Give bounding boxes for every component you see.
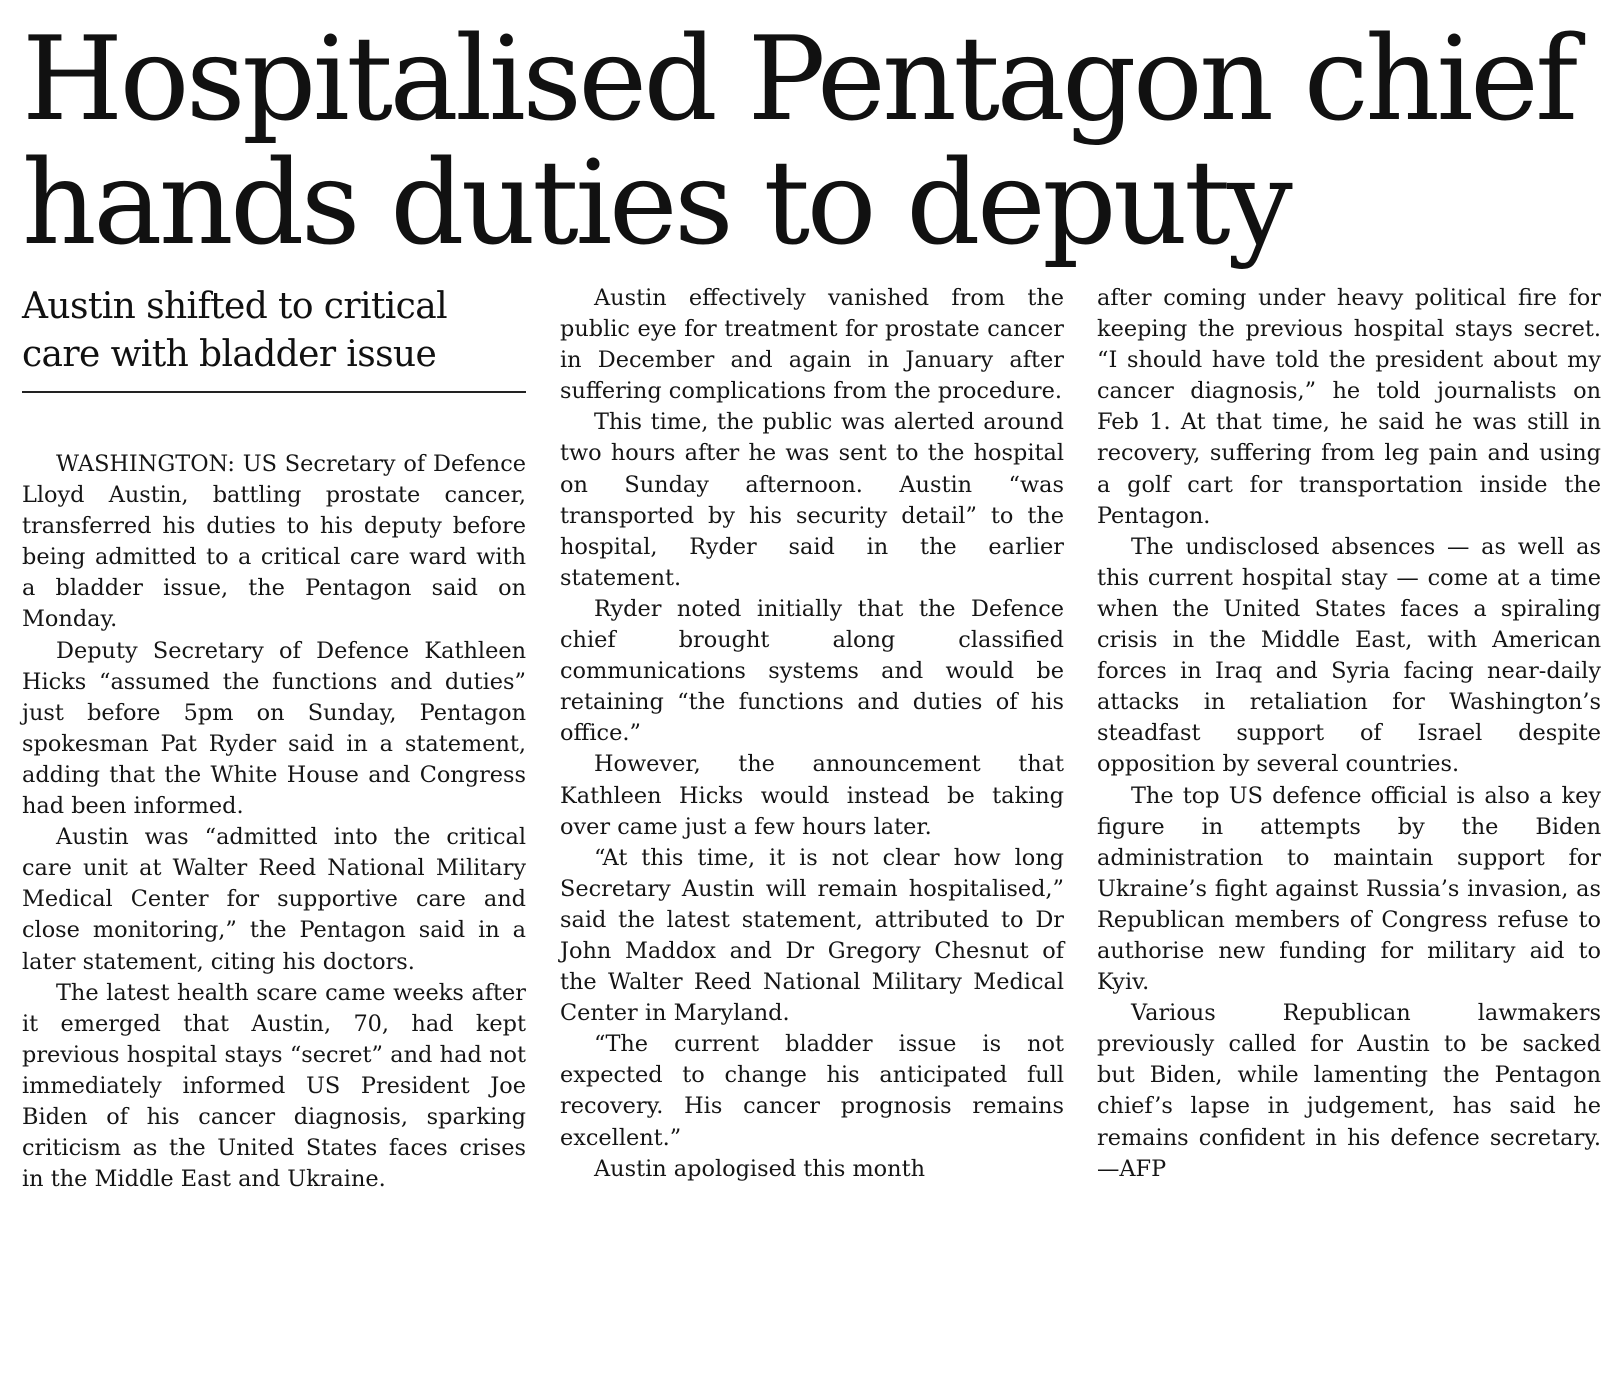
article-column-3 — [1097, 283, 1601, 1185]
article-paragraph: This time, the public was alerted around two hours after he was sent to the hospital on Sunday afternoon. Austin “was transported by his security detail” to the hospital, Ryder said in the earlier statement. — [560, 409, 1064, 591]
article-paragraph: Austin apologised this month — [594, 1155, 926, 1182]
article-paragraph: WASHINGTON: US Secretary of Defence Lloyd Austin, battling prostate cancer, transferred his duties to his deputy before being admitted to a critical care ward with a bladder issue, the Pentagon said on Monday. — [22, 451, 526, 633]
article-paragraph: Ryder noted initially that the Defence chief brought along classified communications systems and would be retaining “the functions and duties of his office.” — [560, 595, 1064, 747]
headline-line-2: hands duties to deputy — [22, 136, 1290, 271]
article-paragraph: Deputy Secretary of Defence Kathleen Hicks “assumed the functions and duties” just before 5pm on Sunday, Pentagon spokesman Pat Ryder said in a statement, adding that the White House and Congress had been informed. — [22, 637, 526, 820]
headline-line-1: Hospitalised Pentagon chief — [22, 12, 1575, 147]
article-paragraph: “At this time, it is not clear how long Secretary Austin will remain hospitalised,” said the latest statement, attributed to Dr John Maddox and Dr Gregory Chesnut of the Walter Reed National Military Medical Center in Maryland. — [560, 844, 1064, 1027]
column-spacer — [22, 409, 526, 449]
subheadline: Austin shifted to critical care with bladder issue — [22, 283, 526, 393]
article-column-2 — [560, 283, 1064, 1185]
article-paragraph: Various Republican lawmakers previously called for Austin to be sacked but Biden, while lamenting the Pentagon chief’s lapse in judgement, has said he remains confident in his defence secretary.—AFP — [1097, 1000, 1601, 1182]
article-paragraph: The latest health scare came weeks after it emerged that Austin, 70, had kept previous hospital stays “secret” and had not immediately informed US President Joe Biden of his cancer diagnosis, sparking criticism as the United States faces crises in the Middle East and Ukraine. — [22, 979, 526, 1193]
article-paragraph: The top US defence official is also a key figure in attempts by the Biden administration to maintain support for Ukraine’s fight against Russia’s invasion, as Republican members of Congress refuse to authorise new funding for military aid to Kyiv. — [1097, 782, 1601, 996]
headline — [22, 12, 1602, 271]
article-column-1 — [22, 283, 526, 1195]
article-paragraph: The undisclosed absences — as well as this current hospital stay — come at a time when the United States faces a spiraling crisis in the Middle East, with American forces in Iraq and Syria facing near-daily attacks in retaliation for Washington’s steadfast support of Israel despite opposition by several countries. — [1097, 533, 1601, 778]
article-paragraph: However, the announcement that Kathleen Hicks would instead be taking over came just a few hours later. — [560, 751, 1064, 840]
article-paragraph: Austin was “admitted into the critical care unit at Walter Reed National Military Medical Center for supportive care and close monitoring,” the Pentagon said in a later statement, citing his doctors. — [22, 824, 526, 975]
article-paragraph-continued: after coming under heavy political fire for keeping the previous hospital stays secret. “I should have told the president about my cancer diagnosis,” he told journalists on Feb 1. At that time, he said he was still in recovery, suffering from leg pain and using a golf cart for transportation inside the Pentagon. — [1097, 285, 1601, 529]
article-paragraph: “The current bladder issue is not expected to change his anticipated full recovery. His cancer prognosis remains excellent.” — [560, 1031, 1064, 1151]
article-paragraph: Austin effectively vanished from the public eye for treatment for prostate cancer in December and again in January after suffering complications from the procedure. — [560, 285, 1064, 405]
